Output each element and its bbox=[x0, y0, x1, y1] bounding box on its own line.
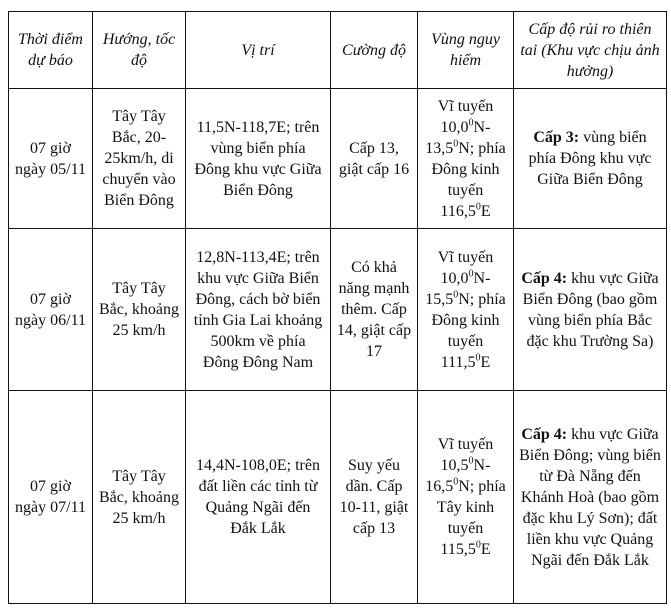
header-direction-speed: Hướng, tốc độ bbox=[93, 12, 186, 89]
degree-mark: 0 bbox=[468, 455, 474, 467]
header-position: Vị trí bbox=[186, 12, 331, 89]
risk-area: khu vực Giữa Biển Đông; vùng biển từ Đà Nẵng đến Khánh Hoà (bao gồm đặc khu Lý Sơn); đất liền khu vực Quảng Ngãi đến Đắk Lắk bbox=[519, 425, 661, 569]
cell-time: 07 giờ ngày 06/11 bbox=[9, 229, 93, 391]
degree-mark: 0 bbox=[468, 117, 474, 129]
header-risk-level: Cấp độ rủi ro thiên tai (Khu vực chịu ảnh hưởng) bbox=[514, 12, 667, 89]
lat-label: Vĩ tuyến bbox=[437, 436, 494, 453]
lat-label: Vĩ tuyến bbox=[437, 97, 494, 115]
risk-level-label: Cấp 4: bbox=[521, 425, 568, 443]
degree-mark: 0 bbox=[453, 289, 459, 301]
degree-mark: 0 bbox=[453, 476, 459, 488]
cell-risk-level bbox=[514, 391, 667, 604]
cell-position: 14,4N-108,0E; trên đất liền các tỉnh từ Quảng Ngãi đến Đắk Lắk bbox=[186, 391, 331, 604]
lon-value: 115,5 bbox=[440, 541, 476, 558]
cell-intensity: Cấp 13, giật cấp 16 bbox=[331, 89, 418, 229]
cell-time: 07 giờ ngày 05/11 bbox=[9, 89, 93, 229]
cell-direction-speed: Tây Tây Bắc, khoảng 25 km/h bbox=[93, 391, 186, 604]
cell-position: 11,5N-118,7E; trên vùng biển phía Đông khu vực Giữa Biển Đông bbox=[186, 89, 331, 229]
cell-time: 07 giờ ngày 07/11 bbox=[9, 391, 93, 604]
storm-forecast-table bbox=[8, 11, 667, 604]
risk-area: khu vực Giữa Biển Đông (bao gồm vùng biển phía Bắc đặc khu Trường Sa) bbox=[522, 269, 659, 350]
risk-area: vùng biển phía Đông khu vực Giữa Biển Đông bbox=[528, 129, 652, 188]
cell-danger-zone: Vĩ tuyến 10,0$^0$N- 15,5$^0$N; phía Đông kinh tuyến 111,5$^0$E bbox=[418, 229, 514, 391]
header-danger-zone: Vùng nguy hiểm bbox=[418, 12, 514, 89]
header-row bbox=[9, 12, 667, 89]
header-intensity: Cường độ bbox=[331, 12, 418, 89]
degree-mark: 0 bbox=[475, 352, 481, 364]
degree-mark: 0 bbox=[475, 201, 481, 213]
cell-direction-speed: Tây Tây Bắc, khoảng 25 km/h bbox=[93, 229, 186, 391]
lon-side: phía Tây kinh tuyến bbox=[436, 478, 506, 537]
cell-position: 12,8N-113,4E; trên khu vực Giữa Biển Đông, cách bờ biển tỉnh Gia Lai khoảng 500km về phía Đông Đông Nam bbox=[186, 229, 331, 391]
degree-mark: 0 bbox=[475, 539, 481, 551]
header-time: Thời điểm dự báo bbox=[9, 12, 93, 89]
table-row bbox=[9, 391, 667, 604]
degree-mark: 0 bbox=[453, 138, 459, 150]
table-row bbox=[9, 89, 667, 229]
degree-mark: 0 bbox=[468, 268, 474, 280]
lat-label: Vĩ tuyến bbox=[437, 248, 494, 266]
cell-risk-level bbox=[514, 229, 667, 391]
lon-value: 116,5 bbox=[440, 202, 476, 220]
risk-level-label: Cấp 3: bbox=[533, 129, 580, 146]
cell-intensity: Có khả năng mạnh thêm. Cấp 14, giật cấp 17 bbox=[331, 229, 418, 391]
lat-from: 10,0 bbox=[440, 269, 469, 287]
cell-danger-zone: Vĩ tuyến 10,5$^0$N- 16,5$^0$N; phía Tây kinh tuyến 115,5$^0$E bbox=[418, 391, 514, 604]
lon-side: phía Đông kinh tuyến bbox=[431, 290, 506, 350]
lat-from: 10,5 bbox=[440, 457, 469, 474]
lat-from: 10,0 bbox=[440, 118, 469, 136]
cell-risk-level bbox=[514, 89, 667, 229]
cell-intensity: Suy yếu dần. Cấp 10-11, giật cấp 13 bbox=[331, 391, 418, 604]
lat-to: 16,5 bbox=[425, 478, 454, 495]
lat-to: 13,5 bbox=[425, 139, 454, 157]
lon-side: phía Đông kinh tuyến bbox=[431, 139, 506, 199]
lat-to: 15,5 bbox=[425, 290, 454, 308]
cell-direction-speed: Tây Tây Bắc, 20-25km/h, di chuyển vào Biển Đông bbox=[93, 89, 186, 229]
cell-danger-zone: Vĩ tuyến 10,0$^0$N- 13,5$^0$N; phía Đông kinh tuyến 116,5$^0$E bbox=[418, 89, 514, 229]
table-row bbox=[9, 229, 667, 391]
risk-level-label: Cấp 4: bbox=[521, 269, 568, 287]
lon-value: 111,5 bbox=[440, 353, 476, 371]
